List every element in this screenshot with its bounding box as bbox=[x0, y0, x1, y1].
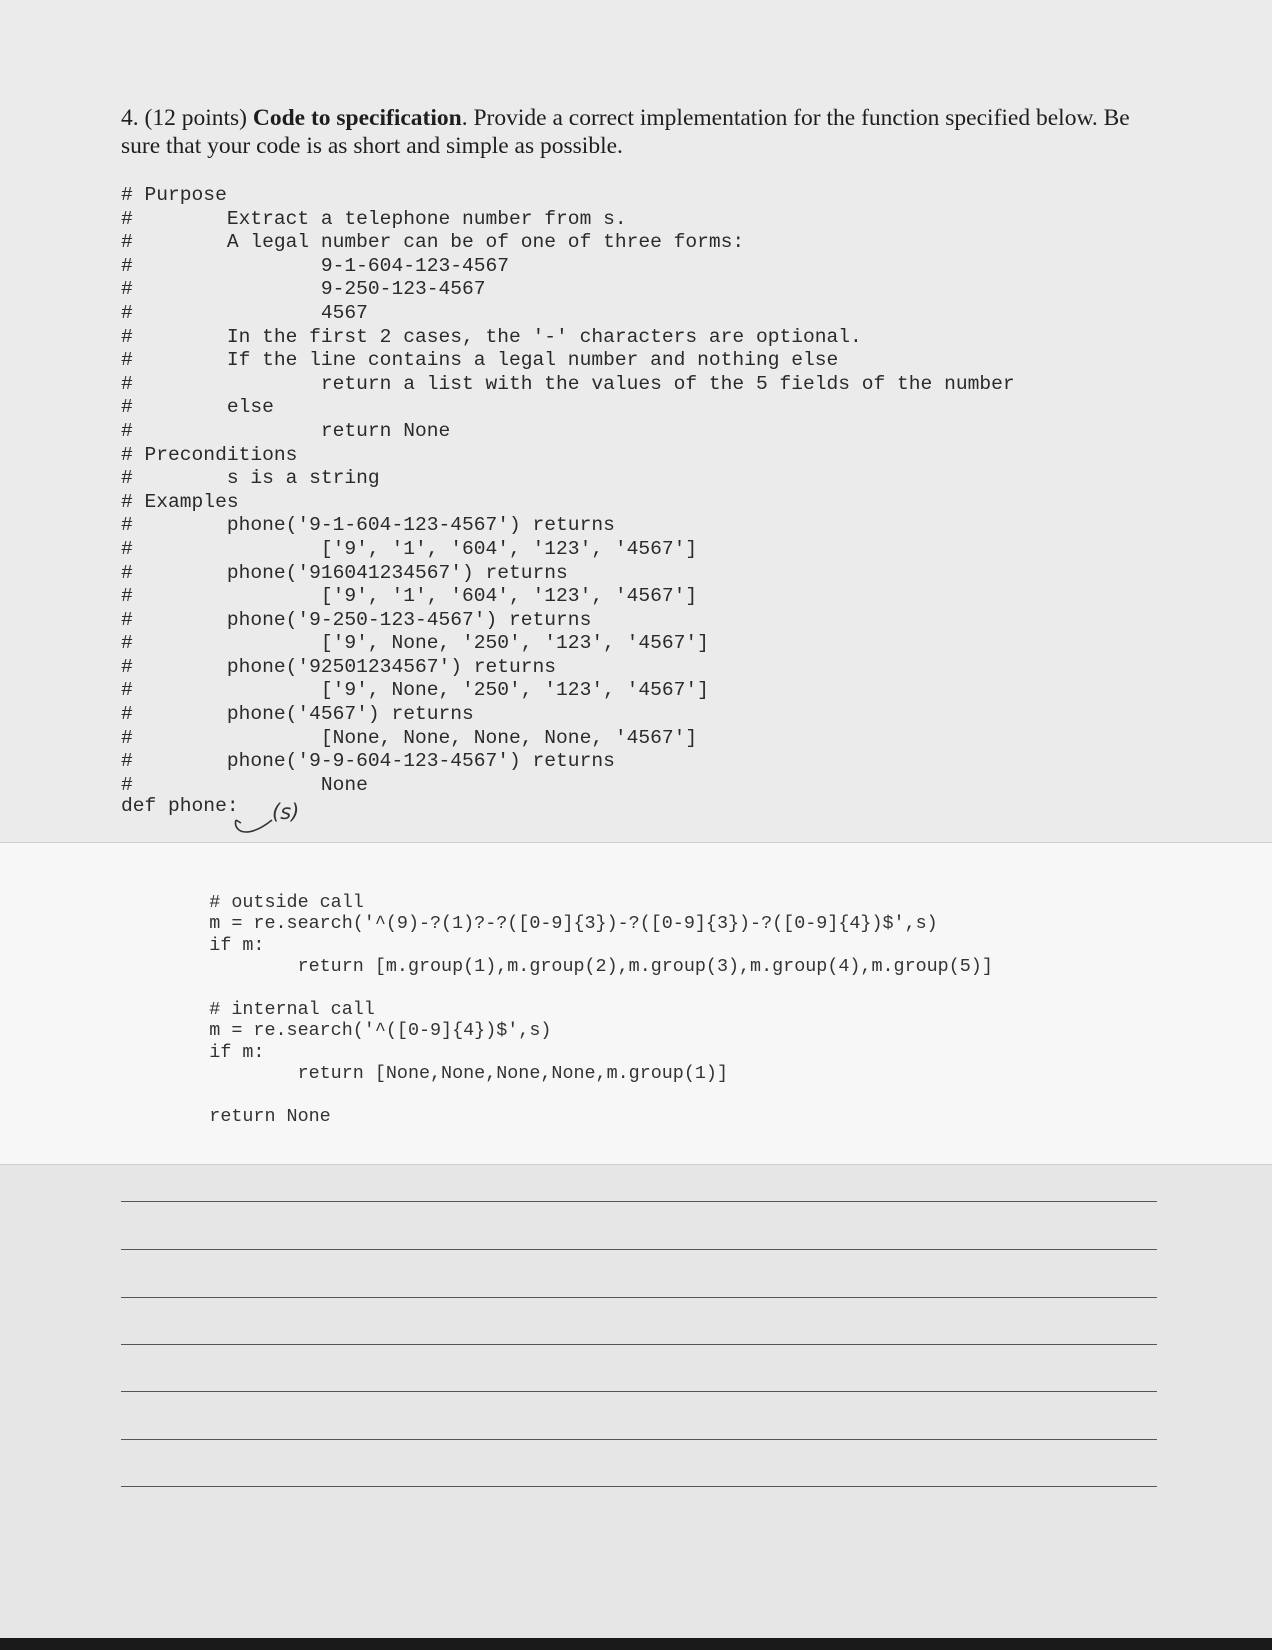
answer-code-line: if m: bbox=[121, 1041, 265, 1063]
spec-comment-line: # Examples bbox=[121, 490, 239, 513]
answer-code-line: m = re.search('^([0-9]{4})$',s) bbox=[121, 1020, 552, 1042]
specification-comment-block bbox=[121, 184, 1015, 797]
spec-comment-line: # Preconditions bbox=[121, 443, 298, 466]
answer-rule-line bbox=[121, 1297, 1157, 1298]
spec-comment-line: # 9-250-123-4567 bbox=[121, 278, 486, 301]
spec-comment-line: # Extract a telephone number from s. bbox=[121, 207, 627, 230]
question-number: 4. bbox=[121, 105, 139, 131]
spec-comment-line: # ['9', '1', '604', '123', '4567'] bbox=[121, 585, 698, 608]
answer-rule-line bbox=[121, 1486, 1157, 1487]
spec-comment-line: # 9-1-604-123-4567 bbox=[121, 254, 510, 277]
answer-rule-line bbox=[121, 1391, 1157, 1392]
answer-code-line: return None bbox=[121, 1106, 331, 1128]
answer-code-line: m = re.search('^(9)-?(1)?-?([0-9]{3})-?([0-9]{3})-?([0-9]{4})$',s) bbox=[121, 913, 938, 935]
spec-comment-line: # phone('9-1-604-123-4567') returns bbox=[121, 514, 615, 537]
question-heading bbox=[121, 104, 1131, 160]
answer-rule-line bbox=[121, 1439, 1157, 1440]
spec-comment-line: # else bbox=[121, 396, 274, 419]
answer-code-line: # internal call bbox=[121, 999, 375, 1021]
answer-code-line: return [None,None,None,None,m.group(1)] bbox=[121, 1063, 728, 1085]
question-instruction: . Provide a correct implementation for the function specified below. Be sure that your code is as short and simple as possible. bbox=[121, 105, 1130, 159]
spec-comment-line: # In the first 2 cases, the '-' characters are optional. bbox=[121, 325, 862, 348]
handwritten-parameter: (s) bbox=[272, 800, 300, 824]
question-points: (12 points) bbox=[144, 105, 247, 131]
function-def-line: def phone: bbox=[121, 795, 239, 817]
answer-rule-line bbox=[121, 1344, 1157, 1345]
spec-comment-line: # ['9', None, '250', '123', '4567'] bbox=[121, 632, 709, 655]
spec-comment-line: # return None bbox=[121, 419, 451, 442]
spec-comment-line: # 4567 bbox=[121, 301, 368, 324]
spec-comment-line: # s is a string bbox=[121, 467, 380, 490]
fold-line-bottom bbox=[0, 1164, 1272, 1165]
answer-code-line bbox=[121, 978, 993, 999]
answer-code-block bbox=[121, 892, 993, 1127]
spec-comment-line: # A legal number can be of one of three forms: bbox=[121, 231, 745, 254]
spec-comment-line: # ['9', '1', '604', '123', '4567'] bbox=[121, 537, 698, 560]
answer-code-line: # outside call bbox=[121, 892, 364, 913]
spec-comment-line: # phone('92501234567') returns bbox=[121, 655, 557, 678]
spec-comment-line: # [None, None, None, None, '4567'] bbox=[121, 726, 698, 749]
spec-comment-line: # phone('9-250-123-4567') returns bbox=[121, 608, 592, 631]
answer-rule-line bbox=[121, 1201, 1157, 1202]
answer-code-line: return [m.group(1),m.group(2),m.group(3),m.group(4),m.group(5)] bbox=[121, 956, 993, 978]
fold-line-top bbox=[0, 842, 1272, 843]
answer-code-line bbox=[121, 1085, 993, 1106]
spec-comment-line: # Purpose bbox=[121, 184, 227, 206]
scan-edge bbox=[0, 1638, 1272, 1650]
spec-comment-line: # If the line contains a legal number and nothing else bbox=[121, 349, 839, 372]
spec-comment-line: # phone('9-9-604-123-4567') returns bbox=[121, 750, 615, 773]
spec-comment-line: # phone('916041234567') returns bbox=[121, 561, 568, 584]
spec-comment-line: # ['9', None, '250', '123', '4567'] bbox=[121, 679, 709, 702]
spec-comment-line: # None bbox=[121, 773, 368, 796]
spec-comment-line: # phone('4567') returns bbox=[121, 703, 474, 726]
insertion-caret-mark bbox=[232, 816, 276, 840]
question-title: Code to specification bbox=[252, 105, 462, 131]
paper-bottom-section bbox=[0, 1164, 1272, 1638]
answer-code-line: if m: bbox=[121, 934, 265, 956]
spec-comment-line: # return a list with the values of the 5 fields of the number bbox=[121, 372, 1015, 395]
answer-rule-line bbox=[121, 1249, 1157, 1250]
